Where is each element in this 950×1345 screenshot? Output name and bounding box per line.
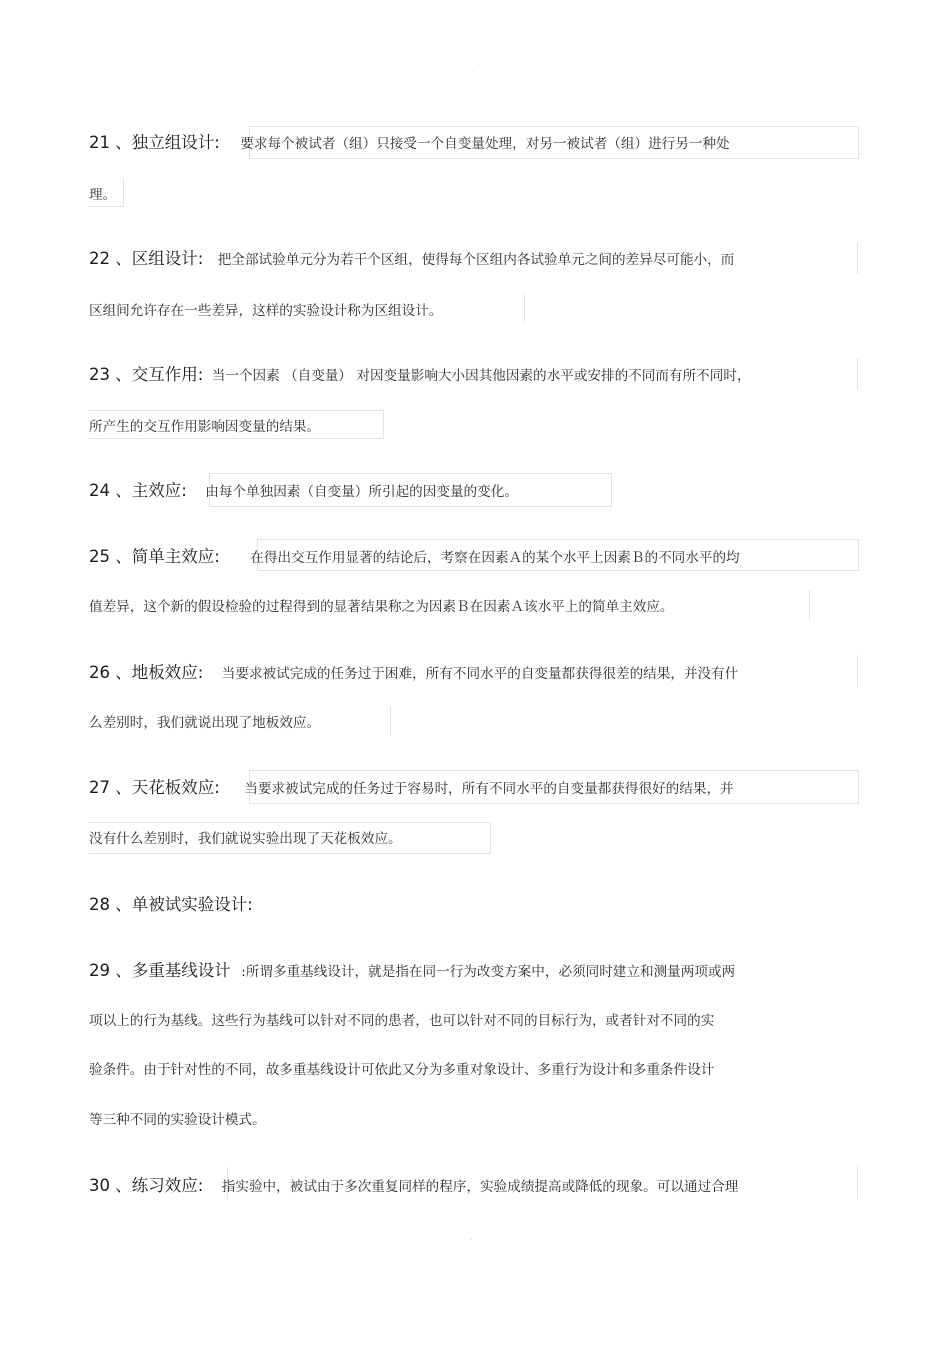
entry-21-line-1	[89, 134, 730, 153]
text-box-edge	[857, 1165, 858, 1199]
entry-22-definition: 把全部试验单元分为若干个区组，使得每个区组内各试验单元之间的差异尽可能小，而	[217, 252, 735, 268]
entry-26-continuation: 么差别时，我们就说出现了地板效应。	[89, 715, 321, 731]
entry-29-continuation: 等三种不同的实验设计模式。	[89, 1112, 266, 1128]
entry-29-line-4	[89, 1111, 266, 1129]
entry-22-term: 22 、区组设计:	[89, 249, 204, 268]
entry-29-term: 29 、多重基线设计	[89, 961, 231, 980]
entry-21-continuation: 理。	[89, 187, 117, 203]
entry-28-line-1	[89, 896, 253, 915]
entry-26-line-2	[89, 714, 320, 732]
entry-25-continuation: 值差异，这个新的假设检验的过程得到的显著结果称之为因素Ｂ在因素Ａ该水平上的简单主效应。	[89, 599, 674, 615]
entry-27-line-1	[89, 779, 734, 798]
text-box-edge	[524, 294, 525, 322]
entry-21-definition: 要求每个被试者（组）只接受一个自变量处理，对另一被试者（组）进行另一种处	[240, 136, 730, 152]
entry-23-term: 23 、交互作用:	[89, 365, 204, 384]
text-box-edge	[857, 358, 858, 390]
entry-29-line-3	[89, 1061, 714, 1079]
entry-25-definition: 在得出交互作用显著的结论后，考察在因素Ａ的某个水平上因素Ｂ的不同水平的均	[250, 550, 740, 566]
entry-21-term: 21 、独立组设计:	[89, 133, 220, 152]
entry-27-definition: 当要求被试完成的任务过于容易时，所有不同水平的自变量都获得很好的结果，并	[244, 781, 734, 797]
entry-24-line-1	[89, 482, 518, 501]
text-box-edge	[390, 706, 391, 736]
entry-27-line-2	[89, 830, 402, 848]
entry-29-line-1	[89, 962, 735, 981]
entry-30-definition: 指实验中，被试由于多次重复同样的程序，实验成绩提高或降低的现象。可以通过合理	[221, 1179, 739, 1195]
entry-23-definition: 当一个因素 （自变量） 对因变量影响大小因其他因素的水平或安排的不同而有所不同时，	[211, 368, 751, 384]
entry-25-line-1	[89, 548, 740, 567]
entry-29-continuation: 项以上的行为基线。这些行为基线可以针对不同的患者，也可以针对不同的目标行为，或者针对不同的实	[89, 1013, 715, 1029]
entry-28-term: 28 、单被试实验设计:	[89, 895, 253, 914]
text-box-edge	[809, 590, 810, 620]
entry-26-definition: 当要求被试完成的任务过于困难，所有不同水平的自变量都获得很差的结果，并没有什	[221, 666, 739, 682]
entry-29-continuation: 验条件。由于针对性的不同，故多重基线设计可依此又分为多重对象设计、多重行为设计和多重条件设计	[89, 1062, 715, 1078]
entry-29-line-2	[89, 1012, 714, 1030]
entry-22-line-2	[89, 302, 442, 320]
entry-26-line-1	[89, 664, 738, 683]
entry-30-term: 30 、练习效应:	[89, 1176, 204, 1195]
bottom-mark: -	[470, 1236, 473, 1243]
entry-29-definition: :所谓多重基线设计，就是指在同一行为改变方案中，必须同时建立和测量两项或两	[241, 964, 736, 980]
top-mark: ·	[472, 68, 474, 75]
entry-30-line-1	[89, 1177, 738, 1196]
text-box-edge	[857, 655, 858, 687]
entry-21-line-2	[89, 186, 116, 204]
text-box-edge	[857, 242, 858, 274]
entry-26-term: 26 、地板效应:	[89, 663, 204, 682]
entry-22-line-1	[89, 250, 734, 269]
entry-25-term: 25 、简单主效应:	[89, 547, 220, 566]
entry-27-term: 27 、天花板效应:	[89, 778, 220, 797]
entry-27-continuation: 没有什么差别时，我们就说实验出现了天花板效应。	[89, 831, 402, 847]
entry-23-line-2	[89, 418, 320, 436]
entry-23-continuation: 所产生的交互作用影响因变量的结果。	[89, 419, 321, 435]
entry-24-definition: 由每个单独因素（自变量）所引起的因变量的变化。	[205, 484, 518, 500]
entry-24-term: 24 、主效应:	[89, 481, 187, 500]
entry-25-line-2	[89, 598, 674, 616]
entry-22-continuation: 区组间允许存在一些差异，这样的实验设计称为区组设计。	[89, 303, 443, 319]
entry-23-line-1	[89, 366, 751, 385]
